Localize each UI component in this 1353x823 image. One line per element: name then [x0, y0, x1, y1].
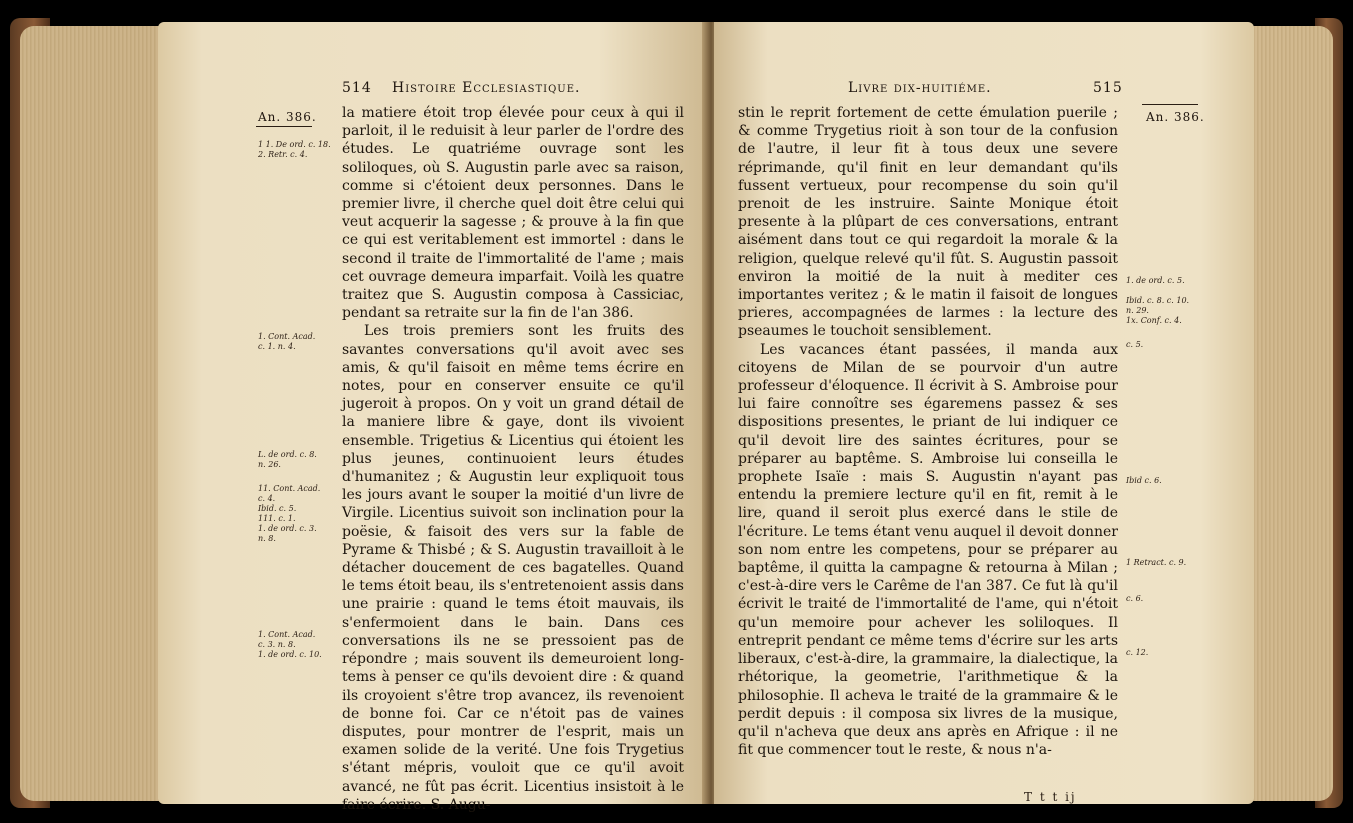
margin-note: 1x. Conf. c. 4.	[1126, 316, 1182, 325]
left-page	[158, 22, 708, 813]
margin-note: c. 4.	[258, 494, 276, 503]
margin-note: 11. Cont. Acad.	[258, 484, 321, 493]
open-book	[8, 8, 1345, 815]
margin-note: 111. c. 1.	[258, 514, 296, 523]
margin-note: 1. de ord. c. 3.	[258, 524, 317, 533]
margin-note: c. 6.	[1126, 594, 1144, 603]
margin-note: n. 8.	[258, 534, 276, 543]
left-page-number: 514	[342, 80, 372, 96]
left-running-title: Histoire Ecclesiastique.	[392, 80, 581, 96]
margin-note: n. 29.	[1126, 306, 1149, 315]
margin-note: 1. de ord. c. 5.	[1126, 276, 1185, 285]
right-page-number: 515	[1093, 80, 1123, 96]
left-year: An. 386.	[258, 110, 317, 124]
margin-note: L. de ord. c. 8.	[258, 450, 317, 459]
right-year: An. 386.	[1146, 110, 1205, 124]
paragraph: stin le reprit fortement de cette émulation puerile ; & comme Trygetius rioit à son tour de la confusion de l'autre, il leur fit à tous deux une severe réprimande, qu'il finit en leur demandant qu'ils fussent vertueux, pour recompense du soin qu'il prenoit de les instruire. Sainte Monique étoit presente à la plûpart de ces conversations, entrant aisément dans tout ce qui regardoit la morale & la religion, quelque relevé qu'il fût. S. Augustin passoit environ la moitié de la nuit à mediter ces importantes veritez ; & le matin il faisoit de longues prieres, accompagnées de larmes : la lecture des pseaumes le touchoit sensiblement.	[738, 105, 1118, 340]
margin-note: 2. Retr. c. 4.	[258, 150, 308, 159]
margin-note: 1. de ord. c. 10.	[258, 650, 322, 659]
margin-note: Ibid c. 6.	[1126, 476, 1162, 485]
paragraph: la matiere étoit trop élevée pour ceux à qui il parloit, il le reduisit à leur parler de l'ordre des études. Le quatriéme ouvrage sont les soliloques, où S. Augustin parle avec sa raison, comme si c'étoient deux personnes. Dans le premier livre, il cherche quel doit être celui qui veut acquerir la sagesse ; & prouve à la fin que ce qui est veritablement est immortel : dans le second il traite de l'immortalité de l'ame ; mais cet ouvrage demeura imparfait. Voilà les quatre traitez que S. Augustin composa à Cassiciac, pendant sa retraite sur la fin de l'an 386.	[342, 105, 684, 322]
margin-note: c. 3. n. 8.	[258, 640, 296, 649]
right-page	[714, 22, 1254, 804]
left-body-text	[342, 104, 684, 814]
signature-mark: T t t ij	[1024, 790, 1077, 804]
margin-note: Ibid. c. 5.	[258, 504, 297, 513]
right-page-header	[738, 80, 1123, 102]
right-year-rule	[1142, 104, 1198, 105]
left-page-header	[342, 80, 672, 102]
right-margin-notes	[1126, 276, 1206, 696]
margin-note: n. 26.	[258, 460, 281, 469]
margin-note: 1. Cont. Acad.	[258, 630, 316, 639]
margin-note: 1 Retract. c. 9.	[1126, 558, 1187, 567]
paragraph: Les trois premiers sont les fruits des savantes conversations qu'il avoit avec ses amis, & qu'il faisoit en même tems écrire en notes, pour en conserver ensuite ce qu'il jugeroit à propos. On y voit un grand détail de la maniere libre & gaye, dont ils vivoient ensemble. Trigetius & Licentius qui étoient les plus jeunes, continuoient leurs études d'humanitez ; & Augustin leur expliquoit tous les jours avant le souper la moitié d'un livre de Virgile. Licentius suivoit son inclination pour la poësie, & faisoit des vers sur la fable de Pyrame & Thisbé ; & S. Augustin travailloit à le détacher doucement de ces bagatelles. Quand le tems étoit beau, ils s'entretenoient assis dans une prairie : quand le tems étoit mauvais, ils s'enfermoient dans le bain. Dans ces conversations ils ne se pressoient pas de répondre ; mais souvent ils demeuroient long-tems à penser ce qu'ils devoient dire : & quand ils croyoient s'être trop avancez, ils revenoient de bonne foi. Car ce n'étoit pas de vaines disputes, pour montrer de l'esprit, mais un examen solide de la verité. Une fois Trygetius s'étant mépris, vouloit que ce qu'il avoit avancé, ne fût pas écrit. Licentius insistoit à le faire écrire. S. Augu-	[342, 323, 684, 813]
right-body-text	[738, 104, 1118, 759]
left-year-rule	[256, 126, 312, 127]
left-margin-notes	[258, 140, 338, 660]
paragraph: Les vacances étant passées, il manda aux citoyens de Milan de se pourvoir d'un autre professeur d'éloquence. Il écrivit à S. Ambroise pour lui faire connoître ses égaremens passez & ses dispositions presentes, le priant de lui indiquer ce qu'il devoit lire des saintes écritures, pour se préparer au baptême. S. Ambroise lui conseilla le prophete Isaïe : mais S. Augustin n'ayant pas entendu la premiere lecture qu'il en fit, remit à le lire, quand il seroit plus exercé dans le stile de l'écriture. Le tems étant venu auquel il devoit donner son nom entre les competens, pour se préparer au baptême, il quitta la campagne & retourna à Milan ; c'est-à-dire vers le Carême de l'an 387. Ce fut là qu'il écrivit le traité de l'immortalité de l'ame, qui n'étoit qu'un memoire pour achever les soliloques. Il entreprit pendant ce même tems d'écrire sur les arts liberaux, c'est-à-dire, la grammaire, la dialectique, la rhétorique, la geometrie, l'arithmetique & la philosophie. Il acheva le traité de la grammaire & le perdit depuis : il composa six livres de la musique, qu'il n'acheva que deux ans après en Afrique : il ne fit que commencer tout le reste, & nous n'a-	[738, 341, 1118, 759]
margin-note: c. 5.	[1126, 340, 1144, 349]
right-page-edges	[1243, 26, 1333, 801]
margin-note: Ibid. c. 8. c. 10.	[1126, 296, 1190, 305]
left-page-edges	[20, 26, 160, 801]
margin-note: 1. Cont. Acad.	[258, 332, 316, 341]
right-running-title: Livre dix-huitiéme.	[848, 80, 992, 96]
margin-note: c. 12.	[1126, 648, 1149, 657]
margin-note: 1 1. De ord. c. 18.	[258, 140, 331, 149]
margin-note: c. 1. n. 4.	[258, 342, 296, 351]
